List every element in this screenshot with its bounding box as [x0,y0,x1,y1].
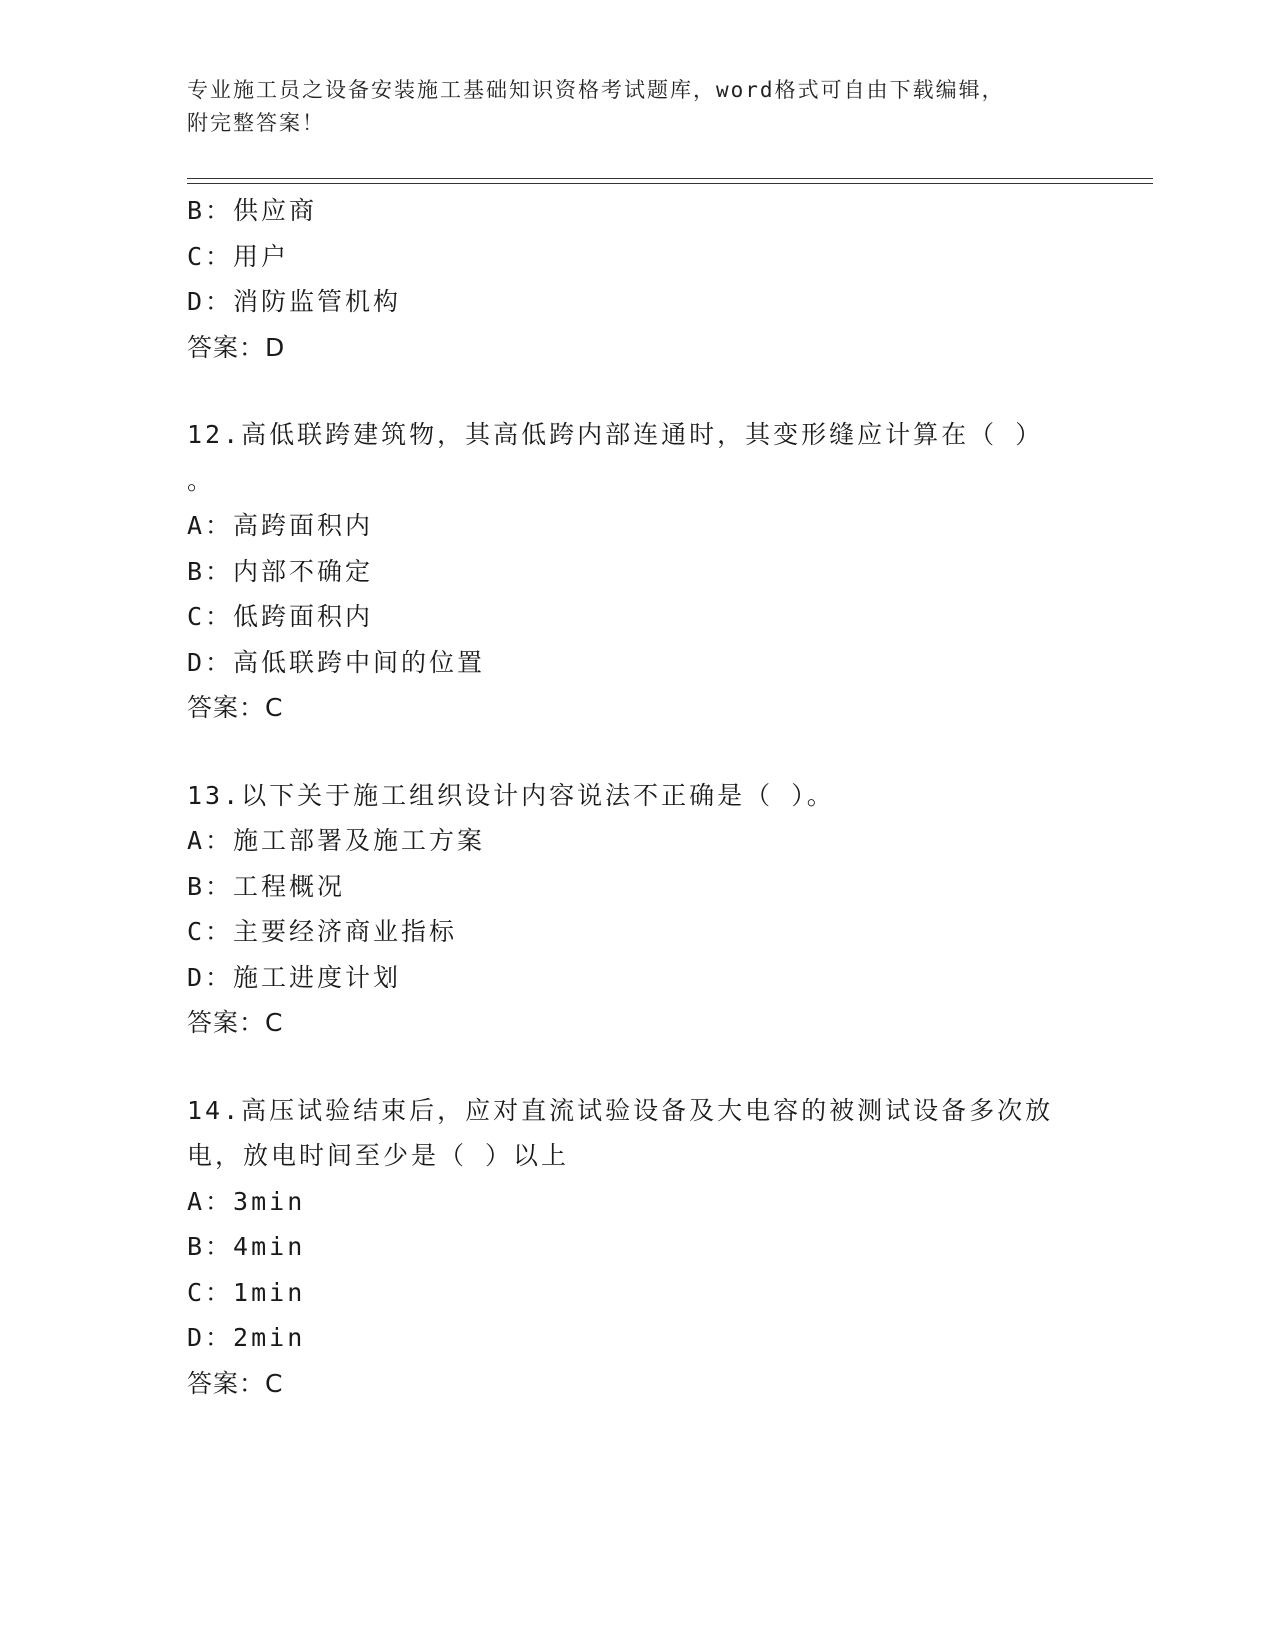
question-12 [187,412,1087,731]
spacer [187,731,1087,773]
q13-answer: 答案：C [187,1008,284,1037]
q11-option-c: C：用户 [187,241,290,271]
spacer [187,1046,1087,1088]
header-line-1: 专业施工员之设备安装施工基础知识资格考试题库，word格式可自由下载编辑， [187,78,1005,102]
q11-option-b: B：供应商 [187,196,318,225]
q11-option-d: D：消防监管机构 [187,287,402,316]
spacer [187,370,1087,412]
q13-option-a: A：施工部署及施工方案 [187,826,486,855]
q14-stem: 14.高压试验结束后，应对直流试验设备及大电容的被测试设备多次放 [187,1095,1054,1125]
question-14 [187,1088,1087,1407]
header-divider [187,178,1153,184]
q12-stem-continued: 。 [187,465,216,495]
q13-option-b: B：工程概况 [187,871,346,901]
q12-option-b: B：内部不确定 [187,556,374,586]
q12-stem: 12.高低联跨建筑物，其高低跨内部连通时，其变形缝应计算在（ ） [187,420,1044,449]
q12-option-d: D：高低联跨中间的位置 [187,647,486,677]
q14-option-d: D：2min [187,1323,306,1352]
question-13 [187,773,1087,1046]
q12-option-c: C：低跨面积内 [187,602,374,631]
question-list [187,188,1087,1406]
q13-option-c: C：主要经济商业指标 [187,917,458,946]
q12-answer: 答案：C [187,693,284,722]
q14-option-c: C：1min [187,1277,306,1307]
q13-stem: 13.以下关于施工组织设计内容说法不正确是（ ）。 [187,780,835,810]
q14-option-b: B：4min [187,1232,306,1261]
q11-answer: 答案：D [187,332,286,362]
header-line-2: 附完整答案！ [187,111,325,135]
q14-option-a: A：3min [187,1186,306,1216]
question-11 [187,188,1087,370]
q13-option-d: D：施工进度计划 [187,962,402,992]
q14-answer: 答案：C [187,1368,284,1398]
q12-option-a: A：高跨面积内 [187,511,374,540]
q14-stem-continued: 电，放电时间至少是（ ）以上 [187,1141,570,1170]
document-header [187,74,1087,140]
